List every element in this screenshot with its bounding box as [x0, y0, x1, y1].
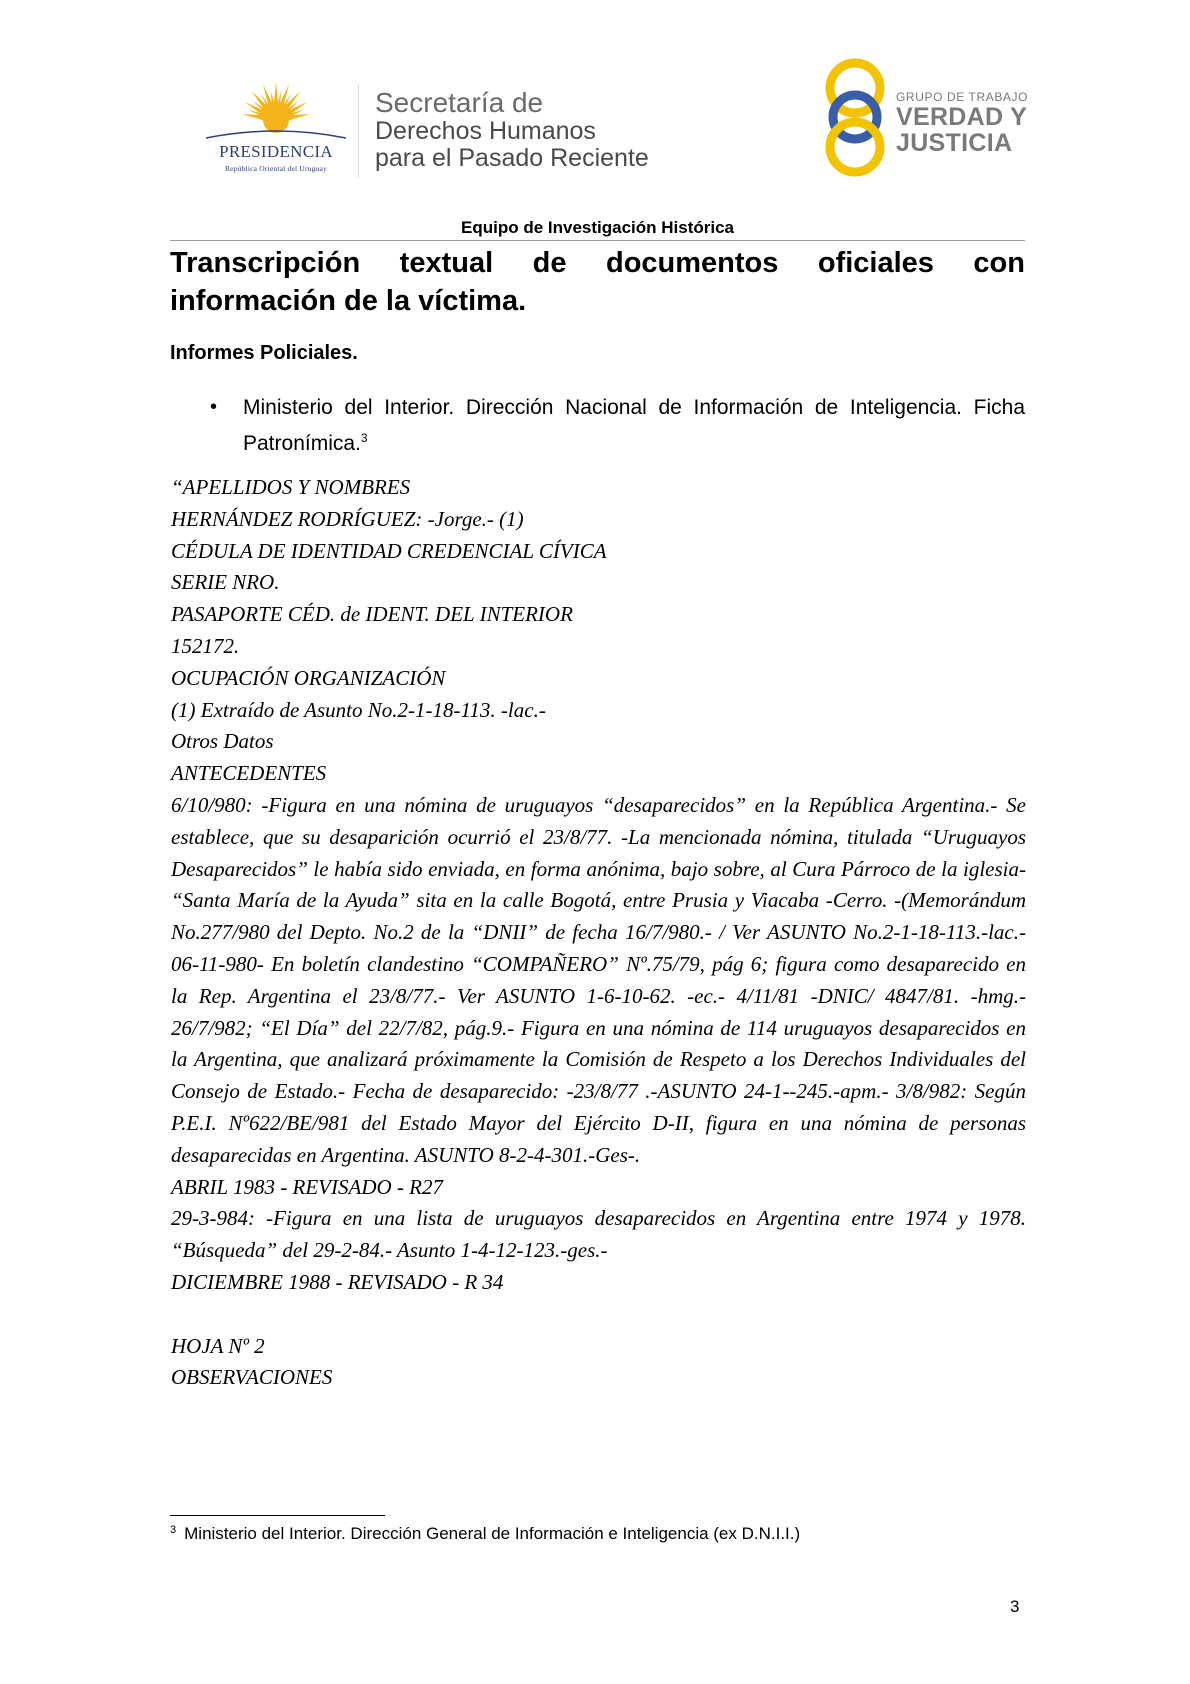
body-line: CÉDULA DE IDENTIDAD CREDENCIAL CÍVICA: [171, 538, 607, 563]
body-line: PASAPORTE CÉD. de IDENT. DEL INTERIOR: [171, 602, 573, 627]
secretaria-line3: para el Pasado Reciente: [375, 144, 649, 172]
gtvj-rings-icon: [820, 55, 890, 179]
body-line: HERNÁNDEZ RODRÍGUEZ: -Jorge.- (1): [171, 506, 524, 531]
bullet-text-content: Ministerio del Interior. Dirección Nacional de Información de Inteligencia. Ficha Patronímica.: [243, 396, 1025, 455]
gtvj-line1: GRUPO DE TRABAJO: [896, 90, 1029, 104]
body-line: OCUPACIÓN ORGANIZACIÓN: [171, 665, 446, 690]
body-line: Otros Datos: [171, 729, 274, 754]
secretaria-line1: Secretaría de: [375, 87, 544, 118]
revisado-1983: ABRIL 1983 - REVISADO - R27: [171, 1174, 443, 1199]
blank-line: [171, 1299, 1026, 1331]
presidencia-name: PRESIDENCIA: [219, 142, 333, 161]
revisado-1988: DICIEMBRE 1988 - REVISADO - R 34: [171, 1269, 504, 1294]
secretaria-line2: Derechos Humanos: [375, 117, 596, 145]
antecedentes-paragraph: 6/10/980: -Figura en una nómina de uruguayos “desaparecidos” en la República Argentina.- Se establece, que su desaparición ocurrió el 23/8/77. -La mencionada nómina, titulada “Uruguayos Desaparecidos” le había sido enviada, en forma anónima, bajo sobre, al Cura Párroco de la iglesia- “Santa María de la Ayuda” sita en la calle Bogotá, entre Prusia y Viacaba -Cerro. -(Memorándum No.277/980 del Depto. No.2 de la “DNII” de fecha 16/7/980.- / Ver ASUNTO No.2-1-18-113.-lac.- 06-11-980- En boletín clandestino “COMPAÑERO” Nº.75/79, pág 6; figura como desaparecido en la Rep. Argentina el 23/8/77.- Ver ASUNTO 1-6-10-62. -ec.- 4/11/81 -DNIC/ 4847/81. -hmg.- 26/7/982; “El Día” del 22/7/82, pág.9.- Figura en una nómina de 114 uruguayos desaparecidos en la Argentina, que analizará próximamente la Comisión de Respeto a los Derechos Individuales del Consejo de Estado.- Fecha de desaparecido: -23/8/77 .-ASUNTO 24-1--245.-apm.- 3/8/982: Según P.E.I. Nº622/BE/981 del Estado Mayor del Ejército D-II, figura en una nómina de personas desaparecidas en Argentina. ASUNTO 8-2-4-301.-Ges-.: [171, 792, 1026, 1167]
hoja-label: HOJA Nº 2: [171, 1333, 265, 1358]
presidencia-logo: [196, 80, 356, 180]
transcription-body: [171, 472, 1026, 1394]
body-line: (1) Extraído de Asunto No.2-1-18-113. -lac.-: [171, 697, 546, 722]
page-number: 3: [1010, 1597, 1020, 1616]
body-line: ANTECEDENTES: [171, 761, 327, 786]
header-divider: [358, 84, 359, 178]
footnote-reference[interactable]: 3: [360, 431, 368, 445]
footnote: [170, 1524, 800, 1544]
bullet-text: [243, 392, 1025, 459]
sun-emblem-icon: [196, 80, 356, 142]
document-title: Transcripción textual de documentos oficiales con información de la víctima.: [170, 247, 1025, 317]
observaciones-label: OBSERVACIONES: [171, 1365, 333, 1390]
body-line: SERIE NRO.: [171, 570, 280, 595]
bullet-icon: •: [210, 396, 218, 418]
footnote-separator: [170, 1515, 385, 1516]
section-heading: Informes Policiales.: [170, 342, 358, 364]
team-label: Equipo de Investigación Histórica: [461, 218, 734, 237]
presidencia-subtitle: República Oriental del Uruguay: [224, 164, 327, 173]
body-line: 152172.: [171, 633, 240, 658]
team-underline: [170, 240, 1025, 241]
body-line: “APELLIDOS Y NOMBRES: [171, 475, 411, 499]
footnote-number: 3: [170, 1524, 177, 1536]
footnote-text: Ministerio del Interior. Dirección General de Información e Inteligencia (ex D.N.I.I.): [184, 1524, 801, 1543]
gtvj-line2: VERDAD Y: [896, 103, 1028, 131]
paragraph-1984: 29-3-984: -Figura en una lista de uruguayos desaparecidos en Argentina entre 1974 y 1978. “Búsqueda” del 29-2-84.- Asunto 1-4-12-123.-ges.-: [171, 1206, 1026, 1263]
gtvj-logo-text: [896, 90, 1028, 156]
gtvj-line3: JUSTICIA: [896, 129, 1013, 157]
secretaria-logo-text: [375, 88, 649, 172]
page-header: [0, 0, 1190, 200]
